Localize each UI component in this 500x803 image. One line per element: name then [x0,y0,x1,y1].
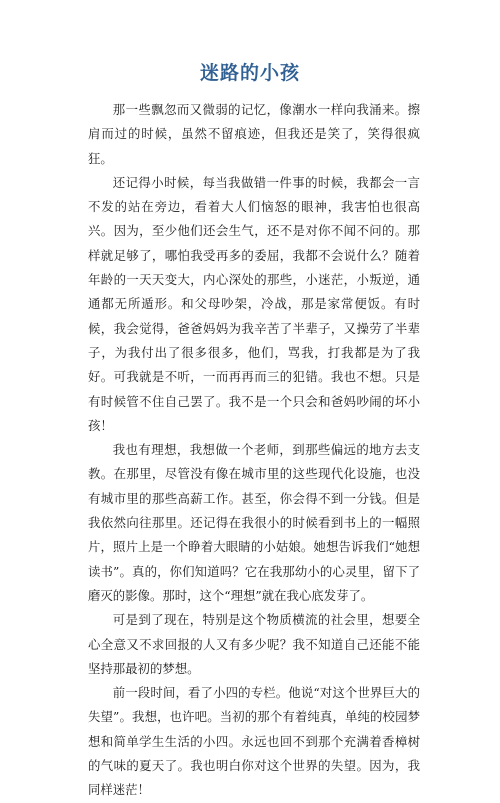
document-title: 迷路的小孩 [199,62,300,84]
paragraph-5: 前一段时间，看了小四的专栏。他说“对这个世界巨大的失望”。我想，也许吧。当初的那个有着纯真，单纯的校园梦想和简单学生生活的小四。永远也回不到那个充满着香樟树的气味的夏天了。我也明白你对这个世界的失望。因为，我同样迷茫！ [88,685,420,798]
paragraph-2: 还记得小时候，每当我做错一件事的时候，我都会一言不发的站在旁边，看着大人们恼怒的眼神，我害怕也很高兴。因为，至少他们还会生气，还不是对你不闻不问的。那样就足够了，哪怕我受再多的委屈，我都不会说什么？随着年龄的一天天变大，内心深处的那些，小迷茫，小叛逆，通通都无所遁形。和父母吵架，冷战，那是家常便饭。有时候，我会觉得，爸爸妈妈为我辛苦了半辈子，又操劳了半辈子，为我付出了很多很多，他们，骂我，打我都是为了我好。可我就是不听，一而再再而三的犯错。我也不想。只是有时候管不住自己罢了。我不是一个只会和爸妈吵闹的坏小孩！ [88,174,420,433]
paragraph-1: 那一些飘忽而又微弱的记忆，像潮水一样向我涌来。擦肩而过的时候，虽然不留痕迹，但我还是笑了，笑得很疯狂。 [88,102,420,166]
paragraph-3: 我也有理想，我想做一个老师，到那些偏远的地方去支教。在那里，尽管没有像在城市里的这些现代化设施，也没有城市里的那些高薪工作。甚至，你会得不到一分钱。但是我依然向往那里。还记得在我很小的时候看到书上的一幅照片，照片上是一个睁着大眼睛的小姑娘。她想告诉我们“她想读书”。真的，你们知道吗？它在我那幼小的心灵里，留下了磨灭的影像。那时，这个“理想”就在我心底发芽了。 [88,442,420,603]
document-body [88,98,420,803]
paragraph-4: 可是到了现在，特别是这个物质横流的社会里，想要全心全意又不求回报的人又有多少呢？我不知道自己还能不能坚持那最初的梦想。 [88,612,420,676]
